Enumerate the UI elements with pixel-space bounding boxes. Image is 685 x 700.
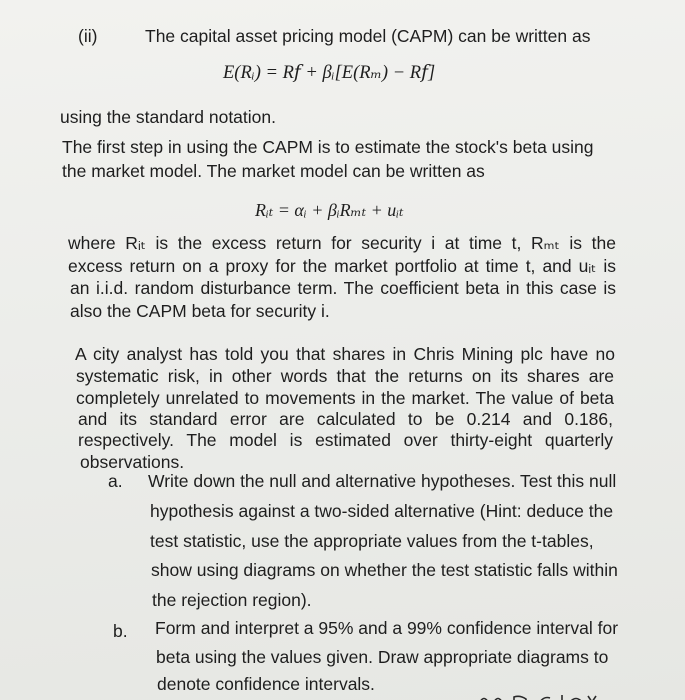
paragraph-line: respectively. The model is estimated over thirty-eight quarterly	[78, 430, 613, 450]
paragraph-line: an i.i.d. random disturbance term. The coefficient beta in this case is	[70, 278, 616, 298]
cut-off-text-fragment	[470, 690, 610, 700]
notation-line: using the standard notation.	[60, 107, 276, 127]
paragraph-line: observations.	[80, 452, 185, 472]
paragraph-line: the market model. The market model can be written as	[62, 161, 485, 181]
paragraph-line: completely unrelated to movements in the market. The value of beta	[76, 388, 614, 408]
question-number: (ii)	[78, 26, 98, 46]
market-model-formula: Rᵢₜ = αᵢ + βᵢRₘₜ + uᵢₜ	[255, 200, 404, 220]
paragraph-line: The first step in using the CAPM is to estimate the stock's beta using	[62, 137, 594, 157]
capm-formula: E(Rᵢ) = R𝑓 + βᵢ[E(Rₘ) − R𝑓]	[223, 63, 436, 83]
part-a-line: Write down the null and alternative hypotheses. Test this null	[148, 471, 617, 491]
part-a-line: test statistic, use the appropriate values from the t-tables,	[150, 531, 594, 551]
paragraph-line: A city analyst has told you that shares in Chris Mining plc have no	[75, 344, 615, 364]
part-b-line: Form and interpret a 95% and a 99% confidence interval for	[155, 618, 619, 638]
part-b-label: b.	[113, 621, 128, 641]
paragraph-line: excess return on a proxy for the market portfolio at time t, and uᵢₜ is	[68, 256, 616, 276]
paragraph-line: where Rᵢₜ is the excess return for security i at time t, Rₘₜ is the	[68, 233, 616, 253]
part-a-line: hypothesis against a two-sided alternative (Hint: deduce the	[150, 501, 614, 521]
paragraph-line: also the CAPM beta for security i.	[70, 301, 330, 321]
part-a-line: the rejection region).	[152, 590, 312, 610]
paragraph-line: systematic risk, in other words that the returns on its shares are	[76, 366, 614, 386]
paragraph-line: and its standard error are calculated to be 0.214 and 0.186,	[78, 409, 613, 429]
part-b-line: beta using the values given. Draw appropriate diagrams to	[156, 647, 609, 667]
part-a-line: show using diagrams on whether the test statistic falls within	[151, 560, 618, 580]
part-b-line: denote confidence intervals.	[157, 674, 375, 694]
part-a-label: a.	[108, 471, 123, 491]
question-intro: The capital asset pricing model (CAPM) can be written as	[145, 26, 591, 46]
